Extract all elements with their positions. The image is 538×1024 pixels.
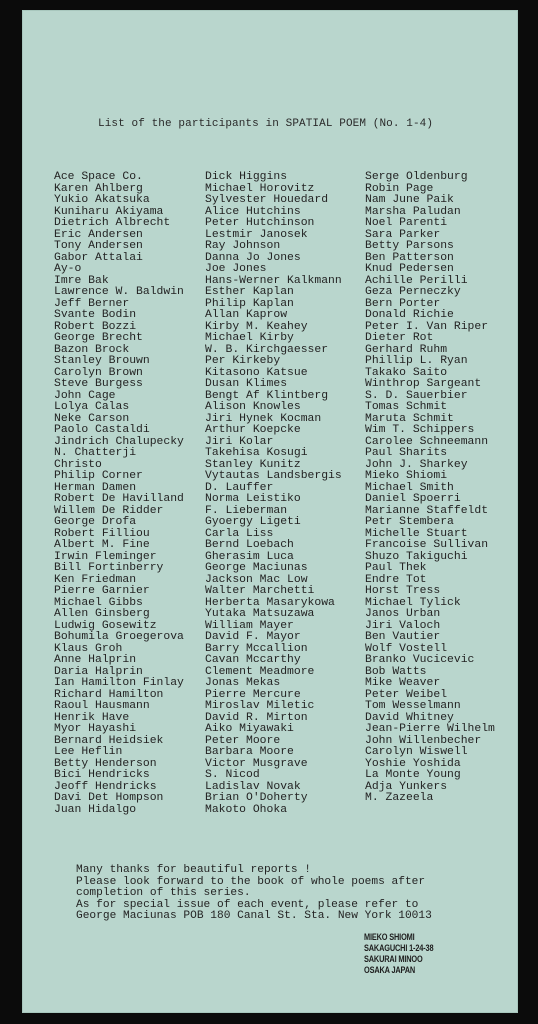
participant-name: Joe Jones: [205, 263, 267, 275]
participant-name: Jindrich Chalupecky: [54, 435, 184, 448]
participant-name: S. Nicod: [205, 769, 260, 781]
participant-name: Danna Jo Jones: [205, 251, 301, 264]
participant-name: Betty Henderson: [54, 757, 157, 770]
participant-name: David Whitney: [365, 711, 454, 724]
participant-name: Gherasim Luca: [205, 550, 294, 563]
participant-name: Paul Thek: [365, 562, 427, 574]
participant-name: Endre Tot: [365, 573, 427, 586]
participant-name: Aiko Miyawaki: [205, 723, 294, 735]
participant-name: Walter Marchetti: [205, 585, 315, 597]
participant-name: Allen Ginsberg: [54, 608, 150, 620]
participant-name: Lolya Calas: [54, 401, 130, 413]
participant-name: W. B. Kirchgaesser: [205, 343, 329, 356]
stamp-line: MIEKO SHIOMI: [364, 932, 415, 942]
participant-name: Allan Kaprow: [205, 309, 288, 321]
closing-note-line: George Maciunas POB 180 Canal St. Sta. New York 10013: [76, 910, 432, 923]
participant-name: Klaus Groh: [54, 642, 123, 655]
participants-column-1: [54, 172, 184, 816]
participant-name: M. Zazeela: [365, 792, 434, 804]
participant-name: Bernard Heidsiek: [54, 734, 164, 747]
participant-name: Yoshie Yoshida: [365, 757, 461, 770]
participant-name: D. Lauffer: [205, 481, 274, 494]
participant-name: George Drofa: [54, 516, 137, 528]
participant-name: Eric Andersen: [54, 228, 143, 241]
participant-name: Ken Friedman: [54, 573, 137, 586]
participant-name: Lestmir Janosek: [205, 228, 308, 241]
participant-name: Robert Filliou: [54, 527, 150, 540]
participant-name: Alice Hutchins: [205, 205, 301, 218]
participant-name: Lawrence W. Baldwin: [54, 286, 184, 298]
participants-column-3: [365, 172, 495, 805]
participant-name: Kirby M. Keahey: [205, 320, 308, 333]
participant-name: Horst Tress: [365, 585, 441, 597]
participant-name: Wolf Vostell: [365, 642, 448, 655]
participant-name: Henrik Have: [54, 711, 130, 724]
participant-name: Donald Richie: [365, 309, 454, 321]
participant-name: Peter I. Van Riper: [365, 320, 489, 333]
participant-name: Steve Burgess: [54, 378, 143, 390]
participant-name: Jonas Mekas: [205, 677, 281, 689]
participant-name: Jiri Kolar: [205, 435, 274, 448]
participant-name: Paul Sharits: [365, 447, 448, 459]
participant-name: Robin Page: [365, 182, 434, 195]
participant-name: Kitasono Katsue: [205, 366, 308, 379]
participant-name: Richard Hamilton: [54, 688, 164, 701]
participant-name: Bernd Loebach: [205, 539, 294, 551]
participant-name: Dietrich Albrecht: [54, 217, 171, 229]
participant-name: S. D. Sauerbier: [365, 389, 468, 402]
participant-name: Neke Carson: [54, 412, 130, 425]
participant-name: Michael Kirby: [205, 332, 294, 344]
participant-name: Winthrop Sargeant: [365, 378, 482, 390]
participant-name: Petr Stembera: [365, 516, 454, 528]
participant-name: Stanley Kunitz: [205, 458, 301, 471]
participant-name: Philip Corner: [54, 470, 143, 482]
participant-name: Daria Halprin: [54, 665, 143, 678]
participant-name: Carolyn Brown: [54, 366, 143, 379]
participant-name: Ian Hamilton Finlay: [54, 677, 184, 689]
participant-name: Bazon Brock: [54, 343, 130, 356]
participant-name: Arthur Koepcke: [205, 424, 301, 436]
stamp-line: SAKAGUCHI 1-24-38: [364, 943, 434, 953]
participant-name: Brian O'Doherty: [205, 792, 308, 804]
participant-name: Knud Pedersen: [365, 263, 454, 275]
participant-name: Gabor Attalai: [54, 251, 143, 264]
participant-name: Branko Vucicevic: [365, 654, 475, 666]
participant-name: Clement Meadmore: [205, 665, 315, 678]
participant-name: Tony Andersen: [54, 240, 143, 252]
participant-name: Mieko Shiomi: [365, 470, 448, 482]
participant-name: Kuniharu Akiyama: [54, 205, 164, 218]
participant-name: Imre Bak: [54, 274, 109, 287]
participant-name: Albert M. Fine: [54, 539, 150, 551]
participant-name: La Monte Young: [365, 769, 461, 781]
participant-name: Sylvester Houedard: [205, 194, 329, 206]
participant-name: Svante Bodin: [54, 309, 137, 321]
participants-column-2: [205, 172, 342, 816]
participant-name: Lee Heflin: [54, 746, 123, 758]
participant-name: Pierre Garnier: [54, 585, 150, 597]
participant-name: Bici Hendricks: [54, 769, 150, 781]
participant-name: Michelle Stuart: [365, 527, 468, 540]
participant-name: Willem De Ridder: [54, 504, 164, 517]
participant-name: Stanley Brouwn: [54, 355, 150, 367]
participant-name: Ladislav Novak: [205, 780, 301, 793]
participant-name: Gerhard Ruhm: [365, 343, 448, 356]
participant-name: Myor Hayashi: [54, 723, 137, 735]
participant-name: Makoto Ohoka: [205, 803, 288, 816]
participant-name: Herman Damen: [54, 481, 137, 494]
participant-name: Bengt Af Klintberg: [205, 389, 329, 402]
participant-name: Tomas Schmit: [365, 401, 448, 413]
closing-note-line: completion of this series.: [76, 887, 251, 900]
participant-name: Betty Parsons: [365, 240, 454, 252]
participant-name: Jeoff Hendricks: [54, 780, 157, 793]
participant-name: Ace Space Co.: [54, 171, 143, 183]
participant-name: Carolee Schneemann: [365, 435, 489, 448]
participant-name: Jiri Hynek Kocman: [205, 412, 322, 425]
participant-name: Phillip L. Ryan: [365, 355, 468, 367]
participant-name: Victor Musgrave: [205, 757, 308, 770]
participant-name: Serge Oldenburg: [365, 171, 468, 183]
stamp-line: OSAKA JAPAN: [364, 965, 416, 975]
participant-name: Paolo Castaldi: [54, 424, 150, 436]
participant-name: John Cage: [54, 389, 116, 402]
participant-name: Jean-Pierre Wilhelm: [365, 723, 495, 735]
participant-name: Marianne Staffeldt: [365, 504, 489, 517]
participant-name: Bob Watts: [365, 665, 427, 678]
participant-name: Esther Kaplan: [205, 286, 294, 298]
document-page: [22, 10, 518, 1013]
participant-name: Ray Johnson: [205, 240, 281, 252]
participant-name: Janos Urban: [365, 608, 441, 620]
address-stamp: [364, 932, 433, 976]
participant-name: Anne Halprin: [54, 654, 137, 666]
participant-name: Carolyn Wiswell: [365, 746, 468, 758]
participant-name: Takehisa Kosugi: [205, 447, 308, 459]
participant-name: Cavan Mccarthy: [205, 654, 301, 666]
participant-name: Shuzo Takiguchi: [365, 550, 468, 563]
participant-name: Sara Parker: [365, 228, 441, 241]
participant-name: N. Chatterji: [54, 447, 137, 459]
participant-name: George Maciunas: [205, 562, 308, 574]
participant-name: Juan Hidalgo: [54, 803, 137, 816]
participant-name: Mike Weaver: [365, 677, 441, 689]
participant-name: John J. Sharkey: [365, 458, 468, 471]
closing-note-line: Please look forward to the book of whole poems after: [76, 875, 426, 888]
participant-name: Robert Bozzi: [54, 320, 137, 333]
participant-name: Barry Mccallion: [205, 642, 308, 655]
participant-name: Peter Hutchinson: [205, 217, 315, 229]
participant-name: Norma Leistiko: [205, 493, 301, 505]
participant-name: Nam June Paik: [365, 194, 454, 206]
participant-name: Miroslav Miletic: [205, 700, 315, 712]
participant-name: F. Lieberman: [205, 504, 288, 517]
participant-name: Carla Liss: [205, 527, 274, 540]
participant-name: Bern Porter: [365, 297, 441, 310]
participant-name: Dick Higgins: [205, 171, 288, 183]
participant-name: Karen Ahlberg: [54, 182, 143, 195]
participant-name: Raoul Hausmann: [54, 700, 150, 712]
participant-name: Vytautas Landsbergis: [205, 470, 342, 482]
participant-name: John Willenbecher: [365, 734, 482, 747]
participant-name: Maruta Schmit: [365, 412, 454, 425]
closing-note-line: Many thanks for beautiful reports !: [76, 864, 311, 876]
participant-name: Philip Kaplan: [205, 297, 294, 310]
participant-name: Per Kirkeby: [205, 355, 281, 367]
participant-name: Christo: [54, 458, 102, 471]
participant-name: Irwin Fleminger: [54, 550, 157, 563]
participant-name: Gyoergy Ligeti: [205, 516, 301, 528]
participant-name: Achille Perilli: [365, 274, 468, 287]
participant-name: Takako Saito: [365, 366, 448, 379]
participant-name: Ludwig Gosewitz: [54, 619, 157, 632]
participant-name: Tom Wesselmann: [365, 700, 461, 712]
participant-name: Michael Gibbs: [54, 596, 143, 609]
participant-name: George Brecht: [54, 332, 143, 344]
participant-name: Peter Weibel: [365, 688, 448, 701]
participant-name: Robert De Havilland: [54, 493, 184, 505]
participant-name: Adja Yunkers: [365, 780, 448, 793]
participant-name: Davi Det Hompson: [54, 792, 164, 804]
participant-name: Barbara Moore: [205, 746, 294, 758]
participant-name: Pierre Mercure: [205, 688, 301, 701]
document-title: List of the participants in SPATIAL POEM (No. 1-4): [98, 118, 434, 130]
participant-name: Michael Smith: [365, 481, 454, 494]
participant-name: Wim T. Schippers: [365, 424, 475, 436]
participant-name: David F. Mayor: [205, 631, 301, 643]
participant-name: Bohumila Groegerova: [54, 631, 184, 643]
participant-name: Daniel Spoerri: [365, 493, 461, 505]
participant-name: Ben Patterson: [365, 251, 454, 264]
participant-name: Noel Parenti: [365, 217, 448, 229]
participant-name: Bill Fortinberry: [54, 562, 164, 574]
closing-note-line: As for special issue of each event, please refer to: [76, 898, 419, 911]
participant-name: Yukio Akatsuka: [54, 194, 150, 206]
participant-name: Michael Horovitz: [205, 182, 315, 195]
participant-name: Marsha Paludan: [365, 205, 461, 218]
participant-name: Michael Tylick: [365, 596, 461, 609]
participant-name: Dieter Rot: [365, 332, 434, 344]
participant-name: Peter Moore: [205, 734, 281, 747]
participant-name: Yutaka Matsuzawa: [205, 608, 315, 620]
participant-name: Herberta Masarykowa: [205, 596, 335, 609]
participant-name: Ay-o: [54, 263, 82, 275]
participant-name: Francoise Sullivan: [365, 539, 489, 551]
participant-name: Geza Perneczky: [365, 286, 461, 298]
participant-name: William Mayer: [205, 619, 294, 632]
participant-name: Jackson Mac Low: [205, 573, 308, 586]
participant-name: Dusan Klimes: [205, 378, 288, 390]
participant-name: Hans-Werner Kalkmann: [205, 274, 342, 287]
participant-name: David R. Mirton: [205, 711, 308, 724]
participant-name: Jeff Berner: [54, 297, 130, 310]
closing-note: [76, 865, 432, 923]
stamp-line: SAKURAI MINOO: [364, 954, 423, 964]
participant-name: Alison Knowles: [205, 401, 301, 413]
participant-name: Jiri Valoch: [365, 619, 441, 632]
participant-name: Ben Vautier: [365, 631, 441, 643]
